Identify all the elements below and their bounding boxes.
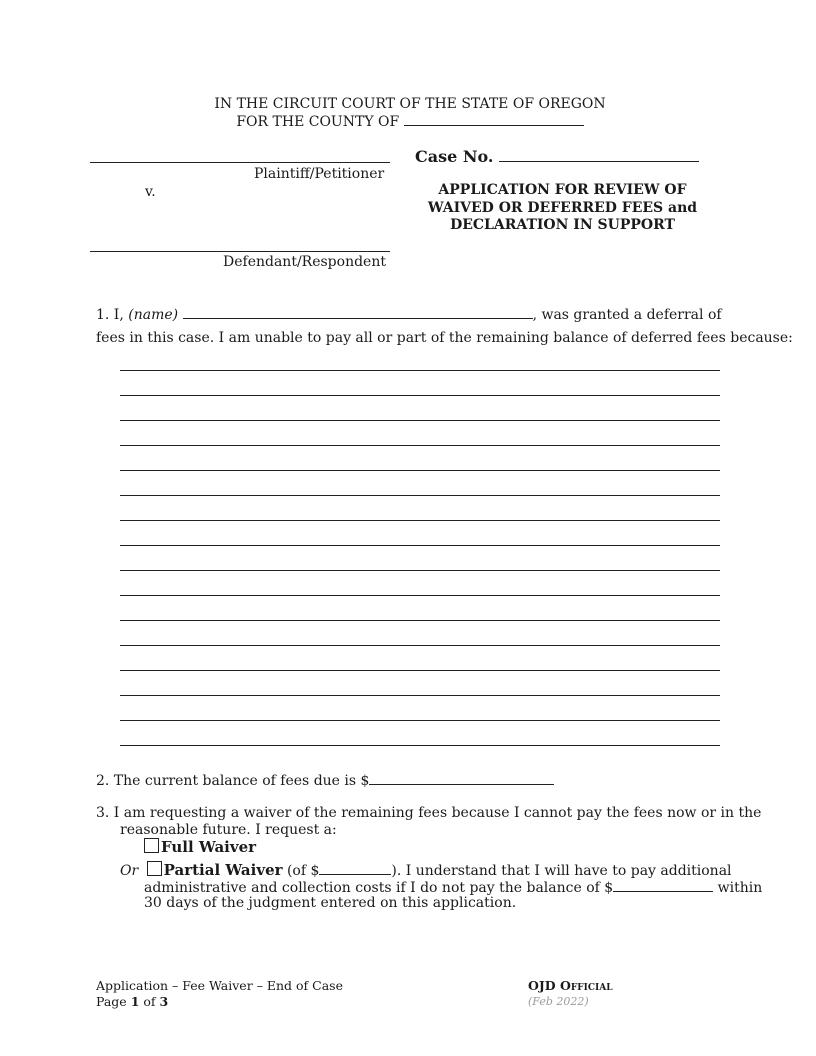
revision-date: (Feb 2022) bbox=[528, 995, 589, 1008]
page-of: of bbox=[143, 994, 156, 1009]
reason-line[interactable] bbox=[120, 370, 720, 371]
reason-line[interactable] bbox=[120, 420, 720, 421]
full-waiver-option[interactable] bbox=[144, 838, 256, 856]
footer-right bbox=[528, 978, 613, 1010]
plaintiff-name-input[interactable] bbox=[90, 162, 390, 163]
name-hint: (name) bbox=[128, 307, 179, 323]
reason-line[interactable] bbox=[120, 495, 720, 496]
partial-amount-input[interactable] bbox=[319, 861, 391, 875]
court-heading bbox=[180, 96, 640, 130]
partial-line2-b: within bbox=[717, 880, 763, 896]
partial-text-b: ). I understand that I will have to pay additional bbox=[391, 863, 732, 879]
page-word: Page bbox=[96, 994, 127, 1009]
partial-waiver-label: Partial Waiver bbox=[163, 861, 283, 879]
section-2-text: 2. The current balance of fees due is $ bbox=[96, 773, 370, 789]
partial-line2-a: administrative and collection costs if I do not pay the balance of $ bbox=[144, 880, 614, 896]
partial-waiver-option bbox=[120, 861, 732, 879]
reason-line[interactable] bbox=[120, 470, 720, 471]
page-total: 3 bbox=[159, 994, 169, 1009]
section-3-line2: reasonable future. I request a: bbox=[120, 822, 337, 838]
form-title bbox=[400, 182, 725, 235]
ojd-label: OJD bbox=[528, 978, 556, 993]
footer-page-number bbox=[96, 994, 343, 1010]
ojd-official-label bbox=[528, 978, 613, 994]
section-1 bbox=[96, 305, 722, 323]
remaining-balance-input[interactable] bbox=[613, 878, 713, 892]
form-title-line1: APPLICATION FOR REVIEW OF bbox=[438, 182, 687, 198]
form-title-line2: WAIVED OR DEFERRED FEES and bbox=[427, 199, 698, 216]
reason-line[interactable] bbox=[120, 620, 720, 621]
plaintiff-label: Plaintiff/Petitioner bbox=[254, 166, 385, 182]
versus-label: v. bbox=[145, 184, 156, 200]
section-1-prefix: 1. I, bbox=[96, 307, 124, 323]
section-2 bbox=[96, 771, 554, 789]
or-label: Or bbox=[120, 863, 139, 879]
defendant-label: Defendant/Respondent bbox=[223, 254, 386, 270]
footer-form-name: Application – Fee Waiver – End of Case bbox=[96, 978, 343, 993]
reason-line[interactable] bbox=[120, 695, 720, 696]
page-current: 1 bbox=[130, 994, 140, 1009]
applicant-name-input[interactable] bbox=[183, 305, 533, 319]
reason-line[interactable] bbox=[120, 395, 720, 396]
reason-line[interactable] bbox=[120, 545, 720, 546]
reason-line[interactable] bbox=[120, 445, 720, 446]
reason-line[interactable] bbox=[120, 745, 720, 746]
case-number-input[interactable] bbox=[499, 146, 699, 162]
reason-line[interactable] bbox=[120, 570, 720, 571]
reason-line[interactable] bbox=[120, 720, 720, 721]
partial-waiver-checkbox[interactable] bbox=[147, 861, 162, 876]
section-1-line2: fees in this case. I am unable to pay all or part of the remaining balance of deferred fees because: bbox=[96, 330, 793, 346]
county-label: FOR THE COUNTY OF bbox=[236, 114, 400, 130]
reason-line[interactable] bbox=[120, 670, 720, 671]
partial-text-a: (of $ bbox=[286, 863, 320, 879]
reason-line[interactable] bbox=[120, 595, 720, 596]
partial-line2 bbox=[144, 878, 762, 896]
footer-left bbox=[96, 978, 343, 1010]
case-no-label: Case No. bbox=[415, 147, 494, 166]
partial-line3: 30 days of the judgment entered on this application. bbox=[144, 895, 517, 911]
full-waiver-label: Full Waiver bbox=[161, 838, 257, 856]
balance-input[interactable] bbox=[369, 771, 554, 785]
official-label: Official bbox=[560, 978, 613, 993]
reason-line[interactable] bbox=[120, 520, 720, 521]
section-3-line1: 3. I am requesting a waiver of the remaining fees because I cannot pay the fees now or in the bbox=[96, 805, 762, 821]
section-1-suffix: , was granted a deferral of bbox=[532, 307, 722, 323]
full-waiver-checkbox[interactable] bbox=[144, 838, 159, 853]
reason-line[interactable] bbox=[120, 645, 720, 646]
county-line bbox=[180, 112, 640, 130]
form-title-line3: DECLARATION IN SUPPORT bbox=[450, 217, 675, 233]
defendant-name-input[interactable] bbox=[90, 251, 390, 252]
court-heading-line1: IN THE CIRCUIT COURT OF THE STATE OF OREGON bbox=[214, 96, 606, 112]
case-number-field bbox=[415, 146, 699, 166]
section-3 bbox=[96, 805, 761, 839]
county-input[interactable] bbox=[404, 112, 584, 126]
